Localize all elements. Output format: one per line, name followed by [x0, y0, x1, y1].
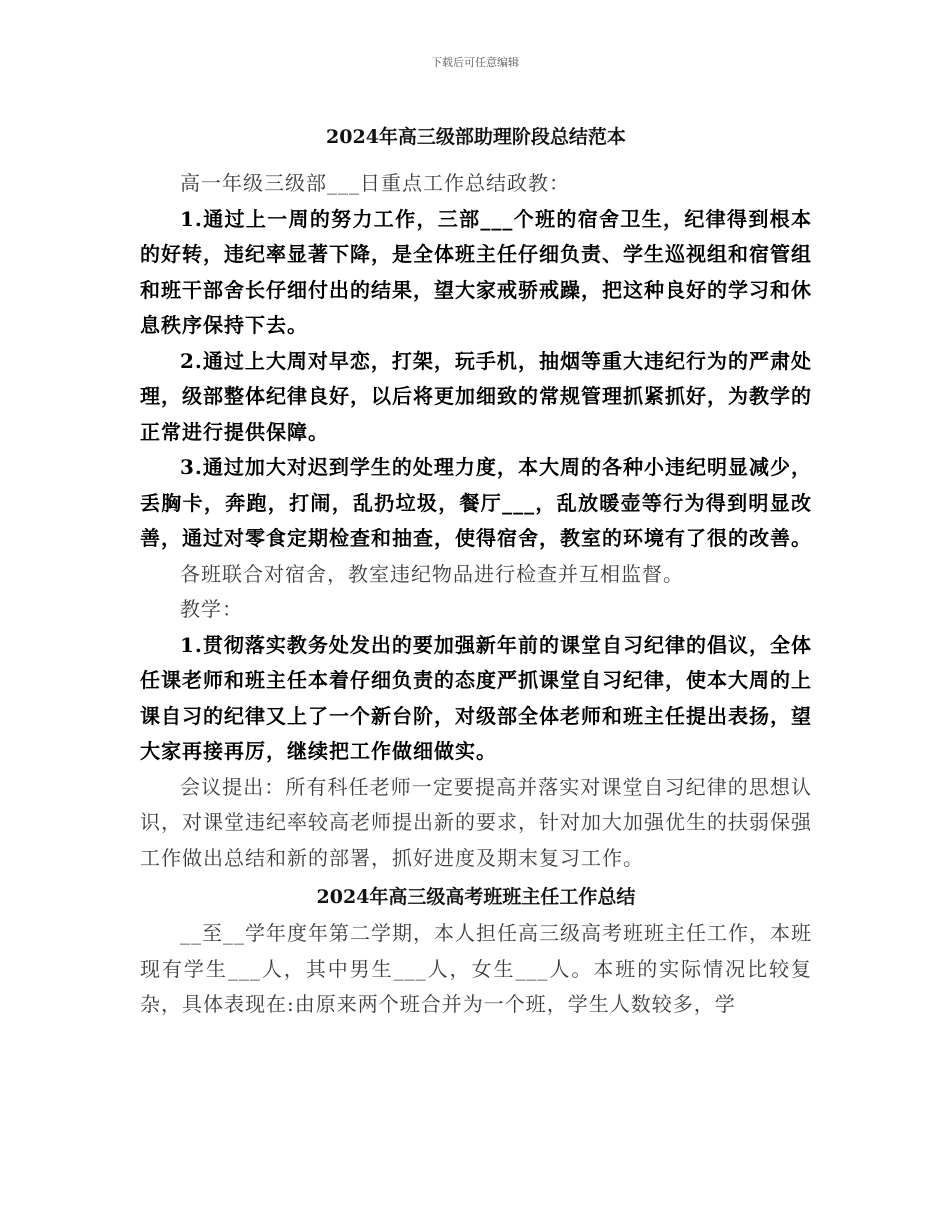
header-note: 下载后可任意编辑	[431, 56, 519, 69]
paragraph-intro: 高一年级三级部___日重点工作总结政教：	[180, 171, 570, 195]
paragraph-meeting: 会议提出：所有科任老师一定要提高并落实对课堂自习纪律的思想认识，对课堂违纪率较高老师提出新的要求，针对加大加强优生的扶弱保强工作做出总结和新的部署，抓好进度及期末复习工作。	[140, 774, 812, 870]
paragraph-summary-intro: __至__学年度年第二学期，本人担任高三级高考班班主任工作，本班现有学生___人，其中男生___人，女生___人。本班的实际情况比较复杂，具体表现在:由原来两个班合并为一个班，学生人数较多，学	[140, 921, 812, 1016]
section-title-2: 2024年高三级高考班班主任工作总结	[316, 886, 636, 908]
paragraph-item-1: 1.通过上一周的努力工作，三部___个班的宿舍卫生，纪律得到根本的好转，违纪率显著下降，是全体班主任仔细负责、学生巡视组和宿管组和班干部舍长仔细付出的结果，望大家戒骄戒躁，把这种良好的学习和休息秩序保持下去。	[140, 206, 812, 337]
paragraph-item-2: 2.通过上大周对早恋，打架，玩手机，抽烟等重大违纪行为的严肃处理，级部整体纪律良好，以后将更加细致的常规管理抓紧抓好，为教学的正常进行提供保障。	[140, 348, 812, 444]
paragraph-teaching-item-1: 1.贯彻落实教务处发出的要加强新年前的课堂自习纪律的倡议，全体任课老师和班主任本着仔细负责的态度严抓课堂自习纪律，使本大周的上课自习的纪律又上了一个新台阶，对级部全体老师和班主任提出表扬，望大家再接再厉，继续把工作做细做实。	[140, 632, 812, 763]
paragraph-inspection: 各班联合对宿舍，教室违纪物品进行检查并互相监督。	[180, 561, 684, 586]
document-title: 2024年高三级部助理阶段总结范本	[326, 126, 626, 148]
paragraph-item-3: 3.通过加大对迟到学生的处理力度，本大周的各种小违纪明显减少，丢胸卡，奔跑，打闹，乱扔垃圾，餐厅___，乱放暖壶等行为得到明显改善，通过对零食定期检查和抽查，使得宿舍，教室的环境有了很的改善。	[140, 455, 812, 550]
document-page	[140, 122, 812, 1023]
paragraph-teaching-heading: 教学：	[180, 597, 243, 621]
